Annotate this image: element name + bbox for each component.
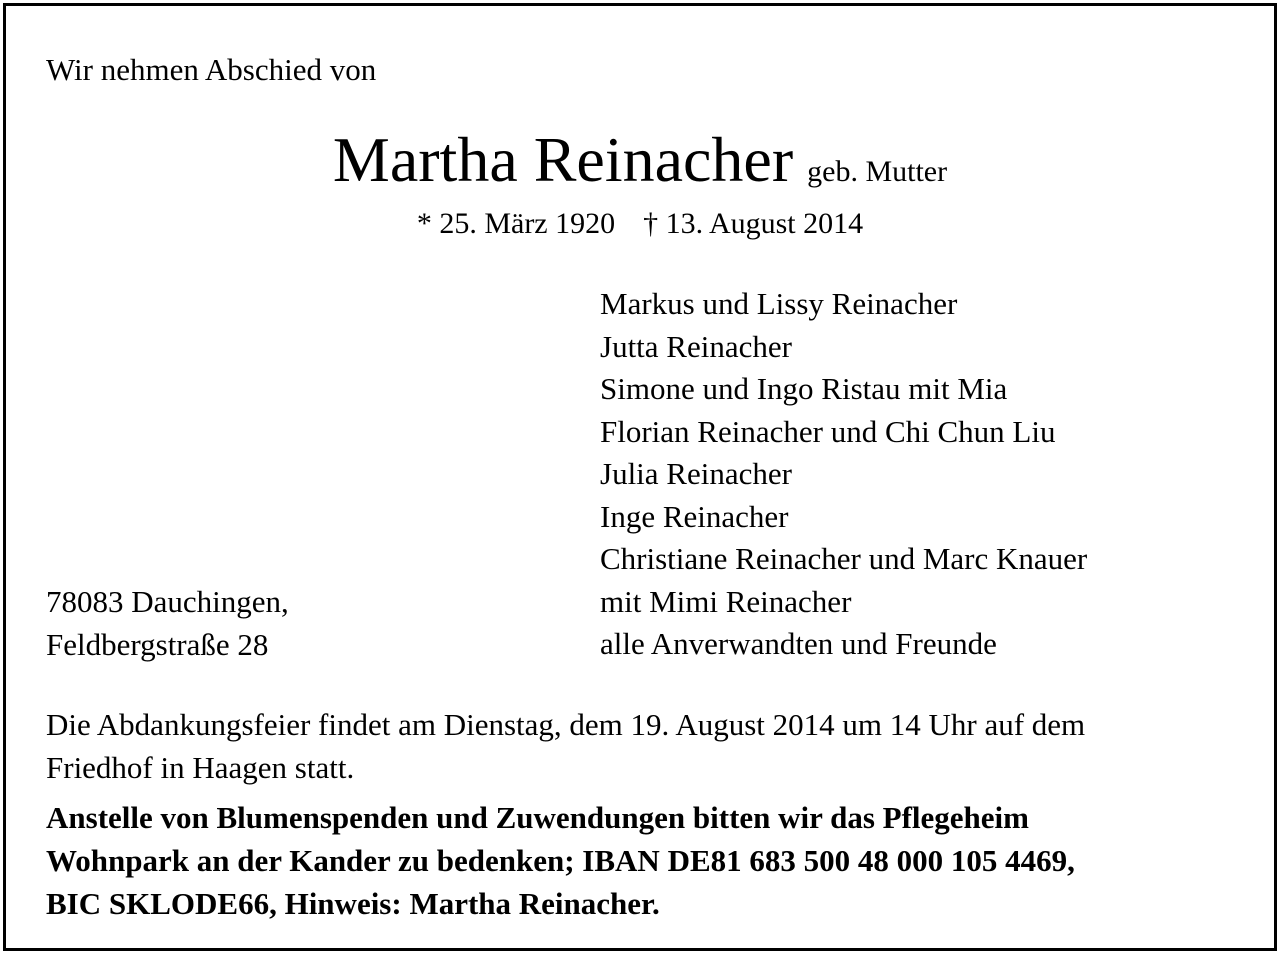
- intro-text: Wir nehmen Abschied von: [46, 52, 377, 87]
- life-dates: [0, 204, 1280, 244]
- address-line-2: Feldbergstraße 28: [46, 626, 269, 662]
- mourner-item: Julia Reinacher: [600, 456, 792, 491]
- address-block: [46, 581, 289, 666]
- mourner-item: mit Mimi Reinacher: [600, 583, 852, 619]
- mourner-item: Markus und Lissy Reinacher: [600, 286, 958, 321]
- mourner-item: Inge Reinacher: [600, 498, 789, 534]
- mourners-list: [600, 283, 1087, 666]
- ceremony-info: [46, 704, 1256, 789]
- maiden-name: geb. Mutter: [807, 155, 948, 188]
- death-date: † 13. August 2014: [643, 207, 864, 240]
- donation-line-2: Wohnpark an der Kander zu bedenken; IBAN DE81 683 500 48 000 105 4469,: [46, 843, 1075, 878]
- ceremony-line-2: Friedhof in Haagen statt.: [46, 749, 355, 785]
- mourner-item: Christiane Reinacher und Marc Knauer: [600, 541, 1088, 576]
- birth-date: * 25. März 1920: [416, 207, 616, 240]
- donation-line-1: Anstelle von Blumenspenden und Zuwendungen bitten wir das Pflegeheim: [46, 800, 1029, 835]
- deceased-name: Martha Reinacher: [332, 124, 794, 195]
- address-line-1: 78083 Dauchingen,: [46, 584, 289, 619]
- mourner-item: alle Anverwandten und Freunde: [600, 626, 997, 661]
- deceased-name-line: [0, 122, 1280, 198]
- mourner-item: Jutta Reinacher: [600, 328, 792, 364]
- donation-line-3: BIC SKLODE66, Hinweis: Martha Reinacher.: [46, 886, 660, 921]
- ceremony-line-1: Die Abdankungsfeier findet am Dienstag, dem 19. August 2014 um 14 Uhr auf dem: [46, 707, 1086, 742]
- mourner-item: Simone und Ingo Ristau mit Mia: [600, 371, 1008, 406]
- donation-request: [46, 796, 1256, 925]
- mourner-item: Florian Reinacher und Chi Chun Liu: [600, 413, 1056, 449]
